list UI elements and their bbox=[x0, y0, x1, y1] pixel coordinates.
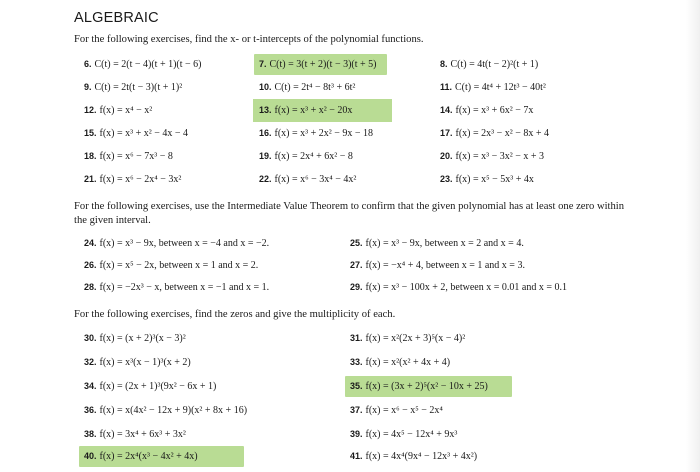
section3-instruction: For the following exercises, find the zeros and give the multiplicity of each. bbox=[74, 309, 396, 320]
exercise-33: 33. f(x) = x²(x² + 4x + 4) bbox=[350, 357, 451, 368]
exercise-36: 36. f(x) = x(4x² − 12x + 9)(x² + 8x + 16) bbox=[84, 405, 248, 416]
section2-instruction: For the following exercises, use the Intermediate Value Theorem to confirm that the given polynomial has at least one zero within the given interval. bbox=[74, 201, 625, 226]
exercise-19: 19. f(x) = 2x⁴ + 6x² − 8 bbox=[259, 151, 353, 162]
exercise-38: 38. f(x) = 3x⁴ + 6x³ + 3x² bbox=[84, 429, 186, 440]
exercise-39: 39. f(x) = 4x⁵ − 12x⁴ + 9x³ bbox=[350, 429, 458, 440]
exercise-16: 16. f(x) = x³ + 2x² − 9x − 18 bbox=[259, 128, 374, 139]
exercise-12: 12. f(x) = x⁴ − x² bbox=[84, 105, 153, 116]
exercise-41: 41. f(x) = 4x⁴(9x⁴ − 12x³ + 4x²) bbox=[350, 451, 478, 462]
exercise-24: 24. f(x) = x³ − 9x, between x = −4 and x = −2. bbox=[84, 238, 270, 249]
exercise-13-highlighted: 13. f(x) = x³ + x² − 20x bbox=[253, 99, 392, 122]
section1-instruction: For the following exercises, find the x- or t-intercepts of the polynomial functions. bbox=[74, 34, 424, 45]
exercise-40-highlighted: 40. f(x) = 2x⁴(x³ − 4x² + 4x) bbox=[79, 446, 244, 467]
exercise-8: 8. C(t) = 4t(t − 2)²(t + 1) bbox=[440, 59, 539, 70]
exercise-26: 26. f(x) = x⁵ − 2x, between x = 1 and x = 2. bbox=[84, 260, 259, 271]
exercise-9: 9. C(t) = 2t(t − 3)(t + 1)² bbox=[84, 82, 183, 93]
exercise-23: 23. f(x) = x⁵ − 5x³ + 4x bbox=[440, 174, 534, 185]
exercise-18: 18. f(x) = x⁶ − 7x³ − 8 bbox=[84, 151, 173, 162]
exercise-31: 31. f(x) = x²(2x + 3)⁵(x − 4)² bbox=[350, 333, 466, 344]
exercise-6: 6. C(t) = 2(t − 4)(t + 1)(t − 6) bbox=[84, 59, 202, 70]
section-heading: ALGEBRAIC bbox=[74, 10, 159, 26]
exercise-15: 15. f(x) = x³ + x² − 4x − 4 bbox=[84, 128, 189, 139]
exercise-28: 28. f(x) = −2x³ − x, between x = −1 and x = 1. bbox=[84, 282, 270, 293]
exercise-14: 14. f(x) = x³ + 6x² − 7x bbox=[440, 105, 534, 116]
exercise-25: 25. f(x) = x³ − 9x, between x = 2 and x = 4. bbox=[350, 238, 524, 249]
exercise-32: 32. f(x) = x³(x − 1)³(x + 2) bbox=[84, 357, 191, 368]
exercise-21: 21. f(x) = x⁶ − 2x⁴ − 3x² bbox=[84, 174, 182, 185]
exercise-17: 17. f(x) = 2x³ − x² − 8x + 4 bbox=[440, 128, 550, 139]
exercise-20: 20. f(x) = x³ − 3x² − x + 3 bbox=[440, 151, 545, 162]
exercise-11: 11. C(t) = 4t⁴ + 12t³ − 40t² bbox=[440, 82, 546, 93]
exercise-29: 29. f(x) = x³ − 100x + 2, between x = 0.01 and x = 0.1 bbox=[350, 282, 567, 293]
exercise-35-highlighted: 35. f(x) = (3x + 2)⁵(x² − 10x + 25) bbox=[345, 376, 512, 397]
page-edge-shadow bbox=[686, 0, 700, 472]
exercise-37: 37. f(x) = x⁶ − x⁵ − 2x⁴ bbox=[350, 405, 443, 416]
exercise-22: 22. f(x) = x⁶ − 3x⁴ − 4x² bbox=[259, 174, 357, 185]
exercise-10: 10. C(t) = 2t⁴ − 8t³ + 6t² bbox=[259, 82, 356, 93]
exercise-34: 34. f(x) = (2x + 1)³(9x² − 6x + 1) bbox=[84, 381, 217, 392]
exercise-27: 27. f(x) = −x⁴ + 4, between x = 1 and x = 3. bbox=[350, 260, 525, 271]
exercise-7-highlighted: 7. C(t) = 3(t + 2)(t − 3)(t + 5) bbox=[254, 54, 387, 75]
exercise-30: 30. f(x) = (x + 2)³(x − 3)² bbox=[84, 333, 186, 344]
